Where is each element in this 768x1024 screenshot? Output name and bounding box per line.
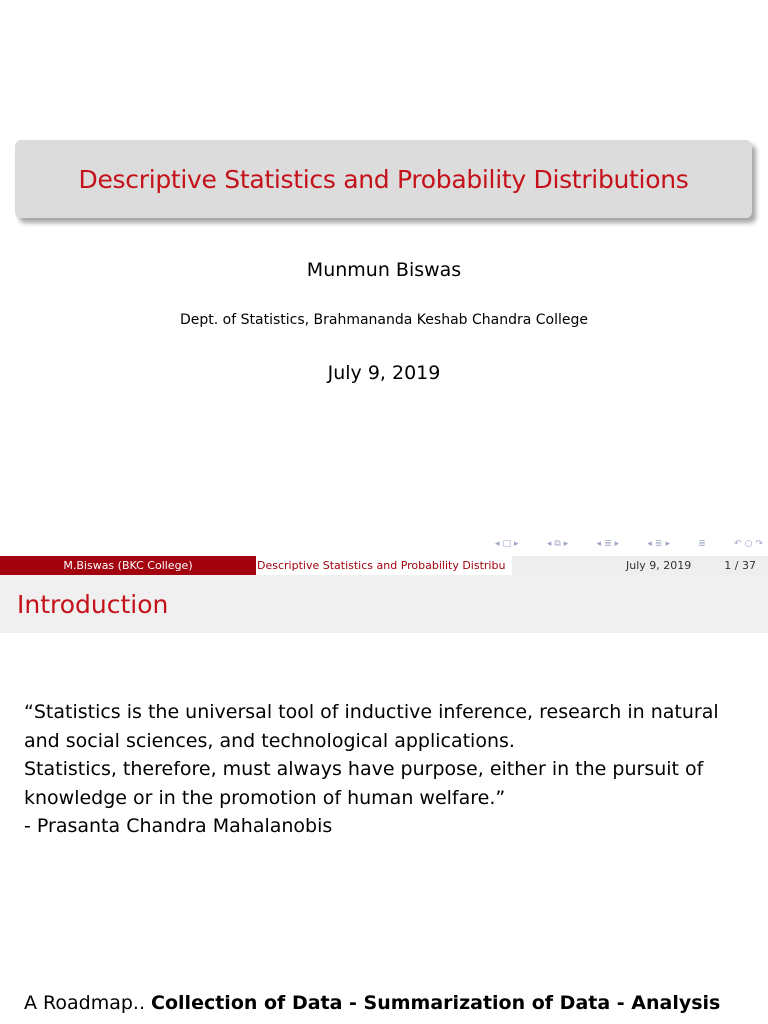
roadmap-steps: Collection of Data - Summarization of Data - Analysis bbox=[151, 992, 721, 1014]
quote-line: knowledge or in the promotion of human welfare.” bbox=[24, 786, 506, 809]
back-icon[interactable]: ↶ bbox=[734, 539, 742, 549]
frame-title-bar bbox=[0, 575, 768, 633]
footer-info bbox=[512, 556, 768, 575]
quote-block bbox=[24, 698, 754, 841]
part-icon[interactable]: ≣ bbox=[654, 539, 663, 549]
footer-title: Descriptive Statistics and Probability Distribu bbox=[256, 556, 512, 575]
misc-nav-group bbox=[734, 539, 763, 549]
roadmap-line bbox=[24, 992, 720, 1014]
institute-name: Dept. of Statistics, Brahmananda Keshab Chandra College bbox=[180, 312, 588, 328]
quote-attribution: - Prasanta Chandra Mahalanobis bbox=[24, 815, 333, 837]
search-icon[interactable]: ○ bbox=[744, 539, 753, 549]
title-block bbox=[15, 140, 752, 218]
next-frame-icon[interactable]: ▸ bbox=[514, 539, 519, 549]
doc-nav-group bbox=[698, 539, 706, 549]
footer-date: July 9, 2019 bbox=[626, 559, 692, 572]
presentation-title: Descriptive Statistics and Probability Distributions bbox=[78, 164, 689, 194]
prev-section-icon[interactable]: ◂ bbox=[596, 539, 602, 549]
next-subsection-icon[interactable]: ▸ bbox=[563, 539, 569, 549]
prev-subsection-icon[interactable]: ◂ bbox=[546, 539, 552, 549]
slide-footer bbox=[0, 556, 768, 575]
footer-author: M.Biswas (BKC College) bbox=[0, 556, 256, 575]
quote-line: “Statistics is the universal tool of inductive inference, research in natural bbox=[24, 701, 719, 723]
prev-part-icon[interactable]: ◂ bbox=[647, 539, 652, 549]
frame-icon[interactable]: □ bbox=[502, 539, 512, 549]
frame-title: Introduction bbox=[17, 590, 169, 619]
author-name: Munmun Biswas bbox=[306, 259, 462, 281]
roadmap-prefix: A Roadmap.. bbox=[24, 992, 152, 1014]
quote-line: Statistics, therefore, must always have purpose, either in the pursuit of bbox=[24, 758, 704, 780]
section-icon[interactable]: ≣ bbox=[604, 539, 612, 549]
subsection-icon[interactable]: ⧉ bbox=[554, 539, 561, 549]
frame-nav-group bbox=[495, 539, 519, 549]
beamer-navigation-bar bbox=[495, 537, 763, 551]
document-icon[interactable]: ≣ bbox=[698, 539, 706, 549]
next-section-icon[interactable]: ▸ bbox=[614, 539, 620, 549]
quote-line: and social sciences, and technological applications. bbox=[24, 729, 515, 752]
section-nav-group bbox=[597, 539, 620, 549]
presentation-date: July 9, 2019 bbox=[327, 362, 441, 384]
prev-frame-icon[interactable]: ◂ bbox=[495, 539, 500, 549]
part-nav-group bbox=[647, 539, 670, 549]
footer-page-number: 1 / 37 bbox=[724, 559, 756, 572]
next-part-icon[interactable]: ▸ bbox=[665, 539, 670, 549]
zoom-icon[interactable]: ↷ bbox=[755, 539, 763, 549]
subsection-nav-group bbox=[547, 539, 569, 549]
